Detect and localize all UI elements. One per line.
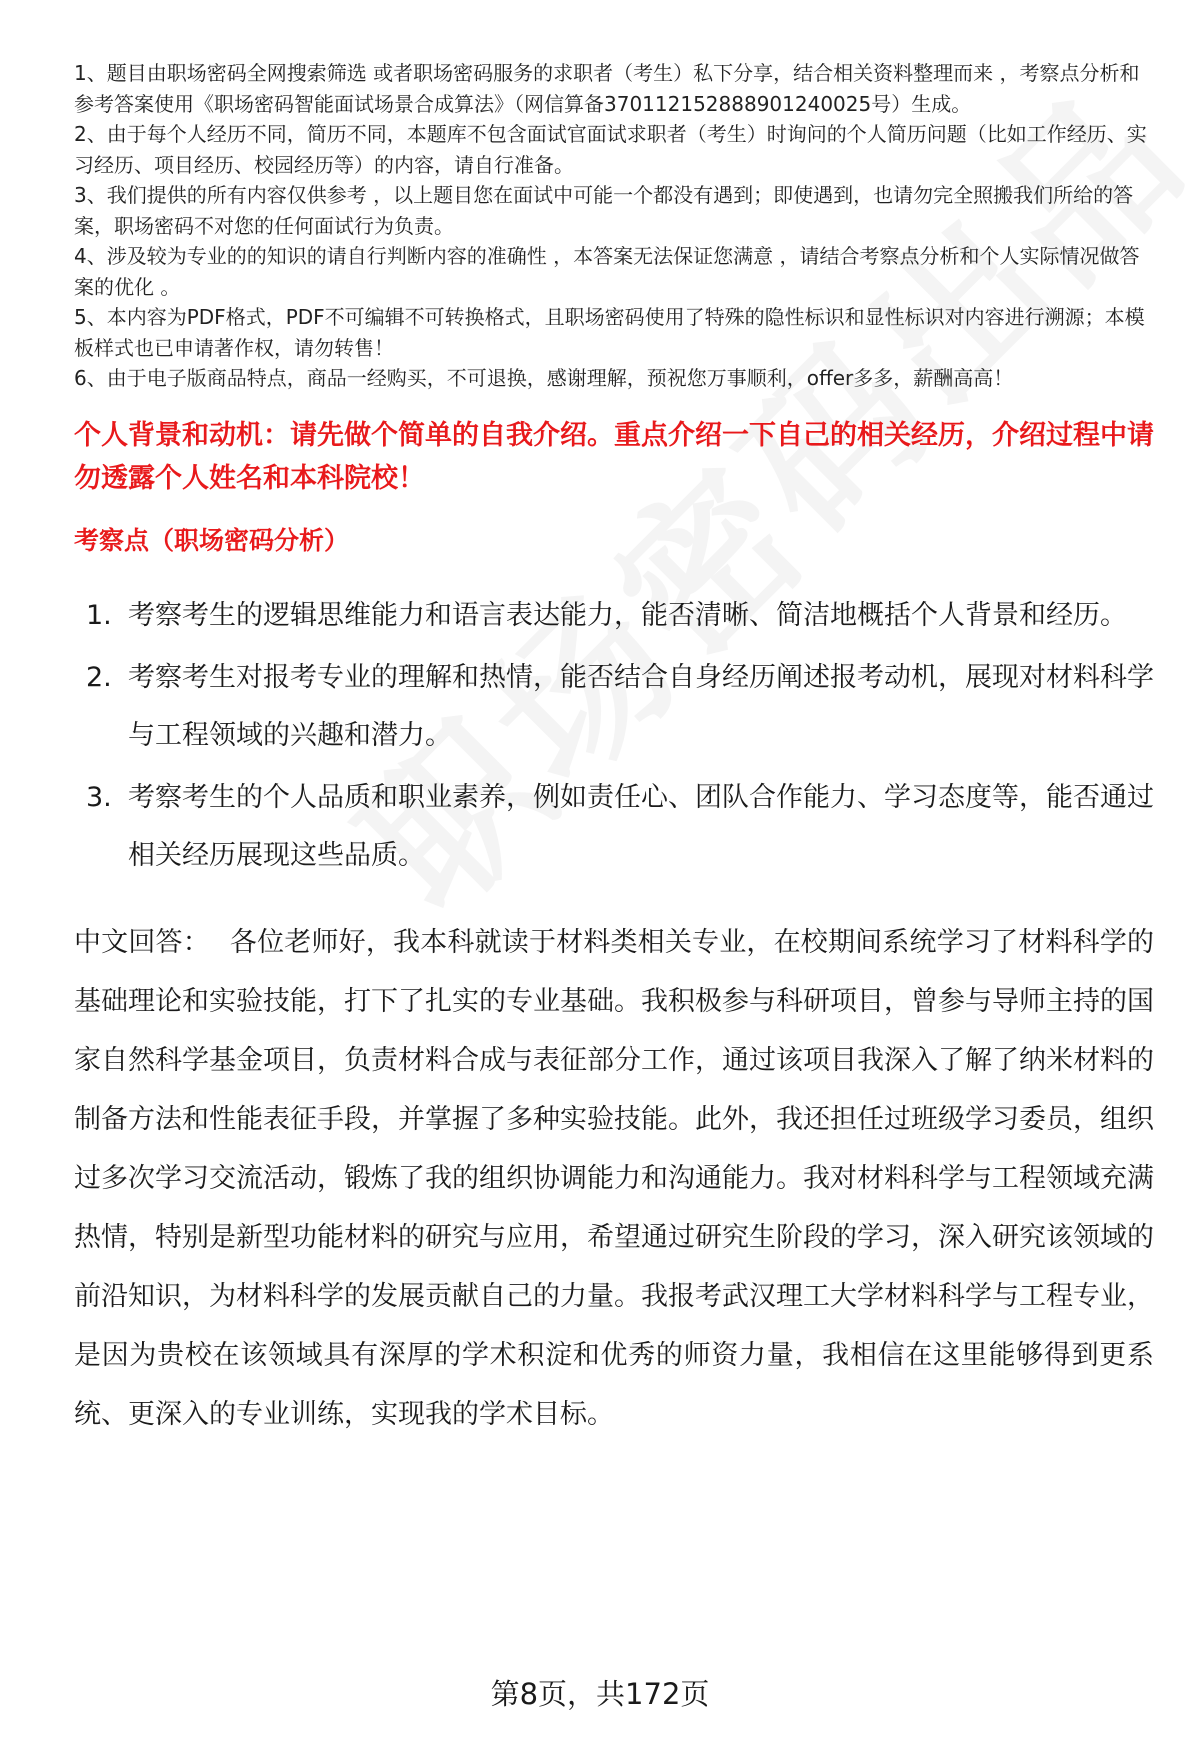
- page-footer: 第8页，共172页: [490, 1677, 710, 1711]
- note-item: 1、题目由职场密码全网搜索筛选 或者职场密码服务的求职者（考生）私下分享，结合相关资料整理而来 ，考察点分析和参考答案使用《职场密码智能面试场景合成算法》（网信算备370112152888901240025号）生成。: [74, 61, 1140, 116]
- answer-paragraph: [74, 913, 1154, 1444]
- list-item: [74, 769, 1154, 885]
- interview-question: 个人背景和动机：请先做个简单的自我介绍。重点介绍一下自己的相关经历，介绍过程中请勿透露个人姓名和本科院校！: [74, 419, 1154, 494]
- list-number: 3.: [86, 781, 112, 813]
- note-item: 6、由于电子版商品特点，商品一经购买，不可退换，感谢理解，预祝您万事顺利，offer多多，薪酬高高！: [74, 366, 1014, 390]
- assessment-points: [74, 587, 1154, 885]
- list-number: 1.: [86, 599, 112, 631]
- disclaimer-notes: [74, 58, 1154, 394]
- answer-label: 中文回答：: [74, 926, 210, 958]
- note-item: 2、由于每个人经历不同，简历不同，本题库不包含面试官面试求职者（考生）时询问的个人简历问题（比如工作经历、实习经历、项目经历、校园经历等）的内容，请自行准备。: [74, 122, 1147, 177]
- list-text: 考察考生的个人品质和职业素养，例如责任心、团队合作能力、学习态度等，能否通过相关经历展现这些品质。: [128, 781, 1154, 871]
- note-item: 5、本内容为PDF格式，PDF不可编辑不可转换格式，且职场密码使用了特殊的隐性标识和显性标识对内容进行溯源；本模板样式也已申请著作权，请勿转售！: [74, 305, 1145, 360]
- list-number: 2.: [86, 661, 112, 693]
- list-item: [74, 649, 1154, 765]
- note-item: 4、涉及较为专业的的知识的请自行判断内容的准确性 ，本答案无法保证您满意 ，请结合考察点分析和个人实际情况做答案的优化 。: [74, 244, 1140, 299]
- answer-text: 各位老师好，我本科就读于材料类相关专业，在校期间系统学习了材料科学的基础理论和实验技能，打下了扎实的专业基础。我积极参与科研项目，曾参与导师主持的国家自然科学基金项目，负责材料合成与表征部分工作，通过该项目我深入了解了纳米材料的制备方法和性能表征手段，并掌握了多种实验技能。此外，我还担任过班级学习委员，组织过多次学习交流活动，锻炼了我的组织协调能力和沟通能力。我对材料科学与工程领域充满热情，特别是新型功能材料的研究与应用，希望通过研究生阶段的学习，深入研究该领域的前沿知识，为材料科学的发展贡献自己的力量。我报考武汉理工大学材料科学与工程专业，是因为贵校在该领域具有深厚的学术积淀和优秀的师资力量，我相信在这里能够得到更系统、更深入的专业训练，实现我的学术目标。: [74, 926, 1154, 1430]
- list-item: [74, 587, 1154, 645]
- list-text: 考察考生对报考专业的理解和热情，能否结合自身经历阐述报考动机，展现对材料科学与工程领域的兴趣和潜力。: [128, 661, 1154, 751]
- list-text: 考察考生的逻辑思维能力和语言表达能力，能否清晰、简洁地概括个人背景和经历。: [128, 599, 1127, 631]
- document-page: [74, 58, 1154, 1444]
- section-title: 考察点（职场密码分析）: [74, 525, 350, 555]
- note-item: 3、我们提供的所有内容仅供参考 ，以上题目您在面试中可能一个都没有遇到；即使遇到，也请勿完全照搬我们所给的答案，职场密码不对您的任何面试行为负责。: [74, 183, 1134, 238]
